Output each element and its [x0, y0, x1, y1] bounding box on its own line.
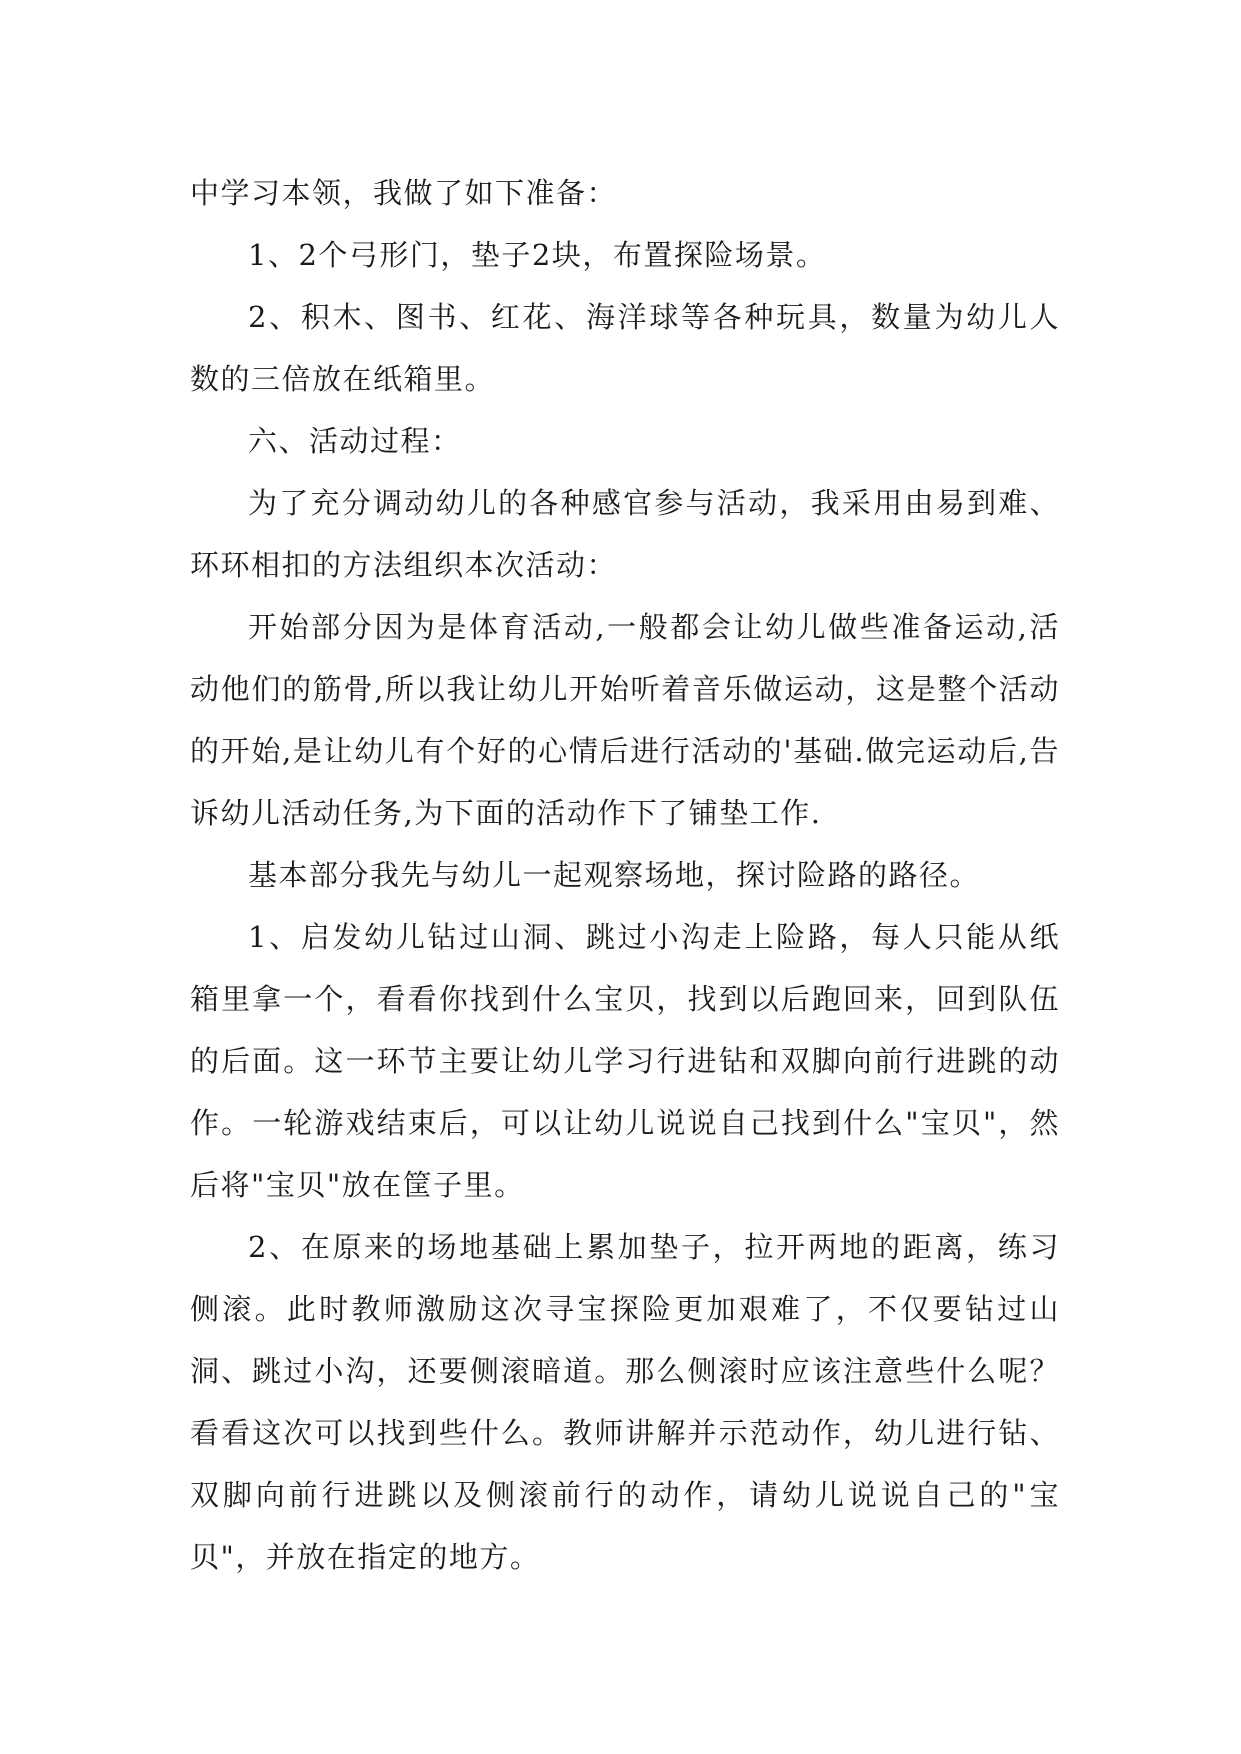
- paragraph-step-2: 2、在原来的场地基础上累加垫子，拉开两地的距离，练习侧滚。此时教师激励这次寻宝探险更加艰难了，不仅要钻过山洞、跳过小沟，还要侧滚暗道。那么侧滚时应该注意些什么呢？看看这次可以找到些什么。教师讲解并示范动作，幼儿进行钻、双脚向前行进跳以及侧滚前行的动作，请幼儿说说自己的"宝贝"，并放在指定的地方。: [190, 1230, 1060, 1574]
- paragraph-method: 为了充分调动幼儿的各种感官参与活动，我采用由易到难、环环相扣的方法组织本次活动：: [190, 486, 1060, 582]
- document-body: [190, 162, 1060, 1588]
- paragraph-basic-part: 基本部分我先与幼儿一起观察场地，探讨险路的路径。: [248, 858, 981, 892]
- section-heading-activity-process: 六、活动过程：: [248, 424, 462, 458]
- paragraph-prep-item-1: 1、2个弓形门，垫子2块，布置探险场景。: [248, 238, 827, 272]
- paragraph-continuation: 中学习本领，我做了如下准备：: [190, 176, 618, 210]
- paragraph-step-1: 1、启发幼儿钻过山洞、跳过小沟走上险路，每人只能从纸箱里拿一个，看看你找到什么宝贝，找到以后跑回来，回到队伍的后面。这一环节主要让幼儿学习行进钻和双脚向前行进跳的动作。一轮游戏结束后，可以让幼儿说说自己找到什么"宝贝"，然后将"宝贝"放在筐子里。: [190, 920, 1060, 1202]
- paragraph-warmup: 开始部分因为是体育活动,一般都会让幼儿做些准备运动,活动他们的筋骨,所以我让幼儿开始听着音乐做运动，这是整个活动的开始,是让幼儿有个好的心情后进行活动的'基础.做完运动后,告诉幼儿活动任务,为下面的活动作下了铺垫工作.: [190, 610, 1060, 830]
- paragraph-prep-item-2: 2、积木、图书、红花、海洋球等各种玩具，数量为幼儿人数的三倍放在纸箱里。: [190, 300, 1060, 396]
